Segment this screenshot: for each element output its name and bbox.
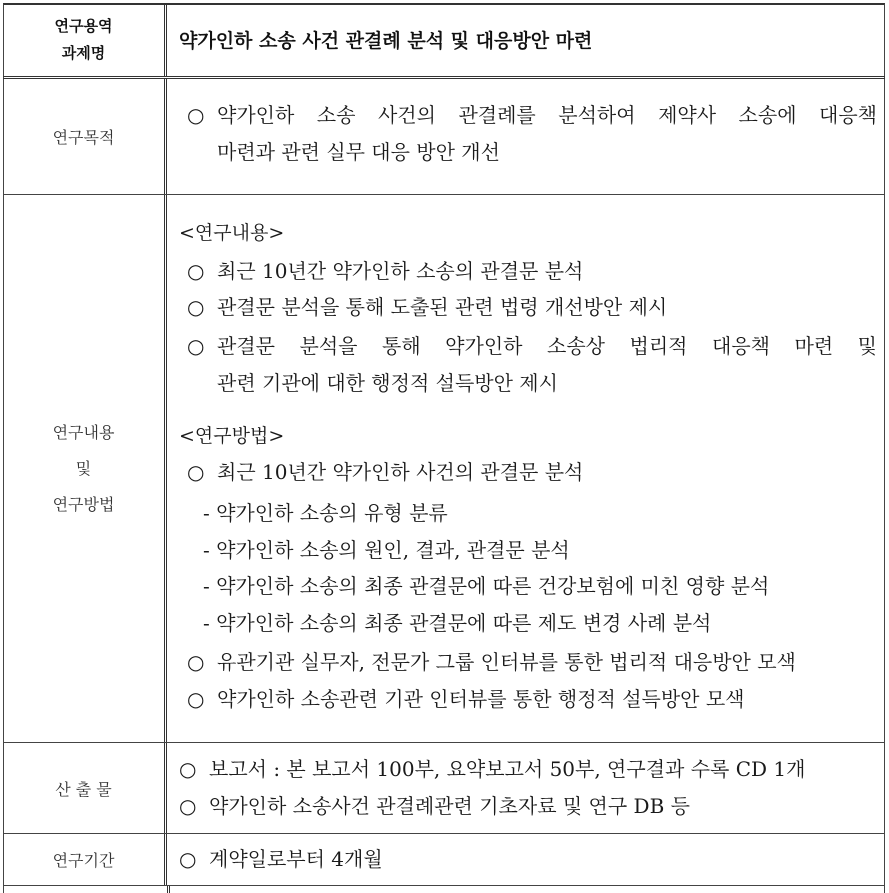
row-outputs: [3, 743, 885, 834]
bullet-icon: ○: [187, 334, 205, 358]
bullet-icon: ○: [187, 103, 205, 127]
output-item: 약가인하 소송사건 관결례관련 기초자료 및 연구 DB 등: [209, 794, 690, 818]
period-value: 계약일로부터 4개월: [209, 847, 383, 871]
bullet-icon: ○: [187, 295, 205, 319]
content-item-continuation: 관련 기관에 대한 행정적 설득방안 제시: [217, 371, 558, 395]
label-content-method: [3, 195, 167, 742]
row-purpose: [3, 79, 885, 195]
purpose-line-2: 마련과 관련 실무 대응 방안 개선: [217, 140, 500, 164]
bullet-icon: ○: [187, 259, 205, 283]
row-content-method: [3, 195, 885, 743]
method-item: 최근 10년간 약가인하 사건의 관결문 분석: [217, 460, 584, 484]
bullet-icon: ○: [187, 687, 205, 711]
bullet-icon: ○: [179, 847, 197, 871]
label-line: 연구방법: [52, 494, 115, 514]
output-item: 보고서 : 본 보고서 100부, 요약보고서 50부, 연구결과 수록 CD 1개: [209, 757, 806, 781]
row-period: [3, 834, 885, 886]
next-row-edge: [3, 886, 885, 893]
label-line: 및: [75, 458, 92, 478]
label-outputs: 산 출 물: [3, 743, 167, 833]
section-heading-content: <연구내용>: [179, 222, 285, 244]
method-item: 유관기관 실무자, 전문가 그룹 인터뷰를 통한 법리적 대응방안 모색: [217, 650, 796, 674]
label-project-name: [3, 3, 167, 76]
content-item: 관결문 분석을 통해 도출된 관련 법령 개선방안 제시: [217, 295, 668, 319]
method-subitem: - 약가인하 소송의 원인, 결과, 관결문 분석: [203, 538, 570, 562]
label-purpose: 연구목적: [3, 79, 167, 194]
row-project-title: [3, 3, 885, 79]
purpose-line-1: 약가인하 소송 사건의 관결례를 분석하여 제약사 소송에 대응책: [217, 103, 877, 127]
bullet-icon: ○: [187, 460, 205, 484]
method-subitem: - 약가인하 소송의 유형 분류: [203, 501, 448, 525]
bullet-icon: ○: [179, 757, 197, 781]
label-line: 연구용역: [54, 16, 113, 35]
section-heading-method: <연구방법>: [179, 425, 285, 447]
label-line: 과제명: [61, 43, 106, 62]
method-subitem: - 약가인하 소송의 최종 관결문에 따른 제도 변경 사례 분석: [203, 611, 712, 635]
method-item: 약가인하 소송관련 기관 인터뷰를 통한 행정적 설득방안 모색: [217, 687, 745, 711]
label-period: 연구기간: [3, 834, 167, 885]
method-subitem: - 약가인하 소송의 최종 관결문에 따른 건강보험에 미친 영향 분석: [203, 574, 770, 598]
project-title: 약가인하 소송 사건 관결례 분석 및 대응방안 마련: [179, 30, 593, 52]
content-item: 최근 10년간 약가인하 소송의 관결문 분석: [217, 259, 584, 283]
bullet-icon: ○: [179, 794, 197, 818]
content-item: 관결문 분석을 통해 약가인하 소송상 법리적 대응책 마련 및: [217, 334, 877, 358]
bullet-icon: ○: [187, 650, 205, 674]
label-line: 연구내용: [52, 422, 115, 442]
